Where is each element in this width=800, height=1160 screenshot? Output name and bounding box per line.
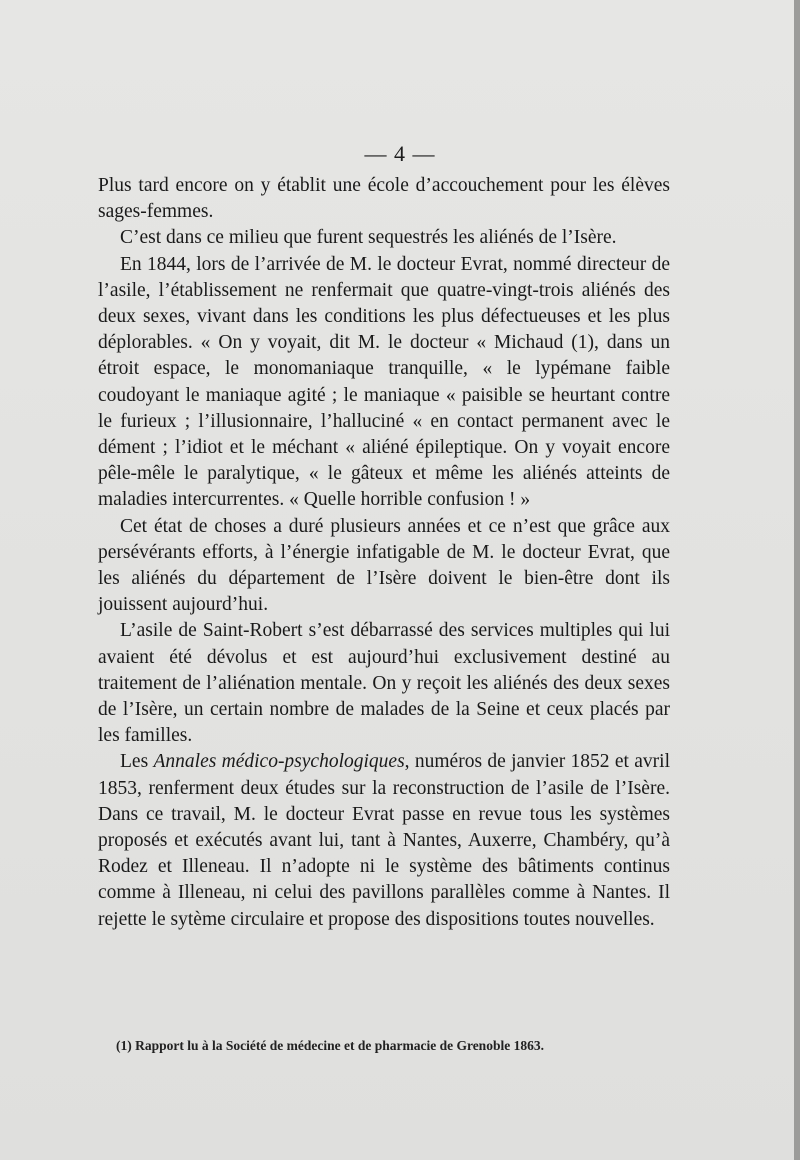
paragraph-3: En 1844, lors de l’arrivée de M. le docteur Evrat, nommé directeur de l’asile, l’établissement ne renfermait que quatre-vingt-trois aliénés des deux sexes, vivant dans les conditions les plus défectueuses et les plus déplorables. « On y voyait, dit M. le docteur « Michaud (1), dans un étroit espace, le monomaniaque tranquille, « le lypémane faible coudoyant le maniaque agité ; le maniaque « paisible se heurtant contre le furieux ; l’illusionnaire, l’halluciné « en contact permanent avec le dément ; l’idiot et le méchant « aliéné épileptique. On y voyait encore pêle-mêle le paralytique, « le gâteux et même les aliénés atteints de maladies intercurrentes. « Quelle horrible confusion ! » [98,253,670,511]
paragraph-5: L’asile de Saint-Robert s’est débarrassé des services multiples qui lui avaient été dévolus et est aujourd’hui exclusivement destiné au traitement de l’aliénation mentale. On y reçoit les aliénés des deux sexes de l’Isère, un certain nombre de malades de la Seine et ceux placés par les familles. [98,620,670,747]
page-edge-shadow [794,0,800,1160]
paragraph-2: C’est dans ce milieu que furent sequestrés les aliénés de l’Isère. [120,227,617,249]
page-number: — 4 — [364,141,436,166]
body-text [98,173,670,933]
paragraph-4: Cet état de choses a duré plusieurs années et ce n’est que grâce aux persévérants efforts, à l’énergie infatigable de M. le docteur Evrat, que les aliénés du département de l’Isère doivent le bien-être dont ils jouissent aujourd’hui. [98,515,670,616]
paragraph-6-rest: , numéros de janvier 1852 et avril 1853, renferment deux études sur la reconstruction de l’asile de l’Isère. Dans ce travail, M. le docteur Evrat passe en revue tous les systèmes proposés et exécutés avant lui, tant à Nantes, Auxerre, Chambéry, qu’à Rodez et Illeneau. Il n’adopte ni le système des bâtiments continus comme à Illeneau, ni celui des pavillons parallèles comme à Nantes. Il rejette le sytème circulaire et propose des dispositions toutes nouvelles. [98,751,670,930]
paragraph-6-start: Les [120,751,154,773]
footnote: (1) Rapport lu à la Société de médecine et de pharmacie de Grenoble 1863. [116,1038,544,1053]
paragraph-6 [98,749,670,932]
journal-title: Annales médico-psychologiques [153,751,405,773]
paragraph-1: Plus tard encore on y établit une école d’accouchement pour les élèves sages-femmes. [98,175,670,223]
